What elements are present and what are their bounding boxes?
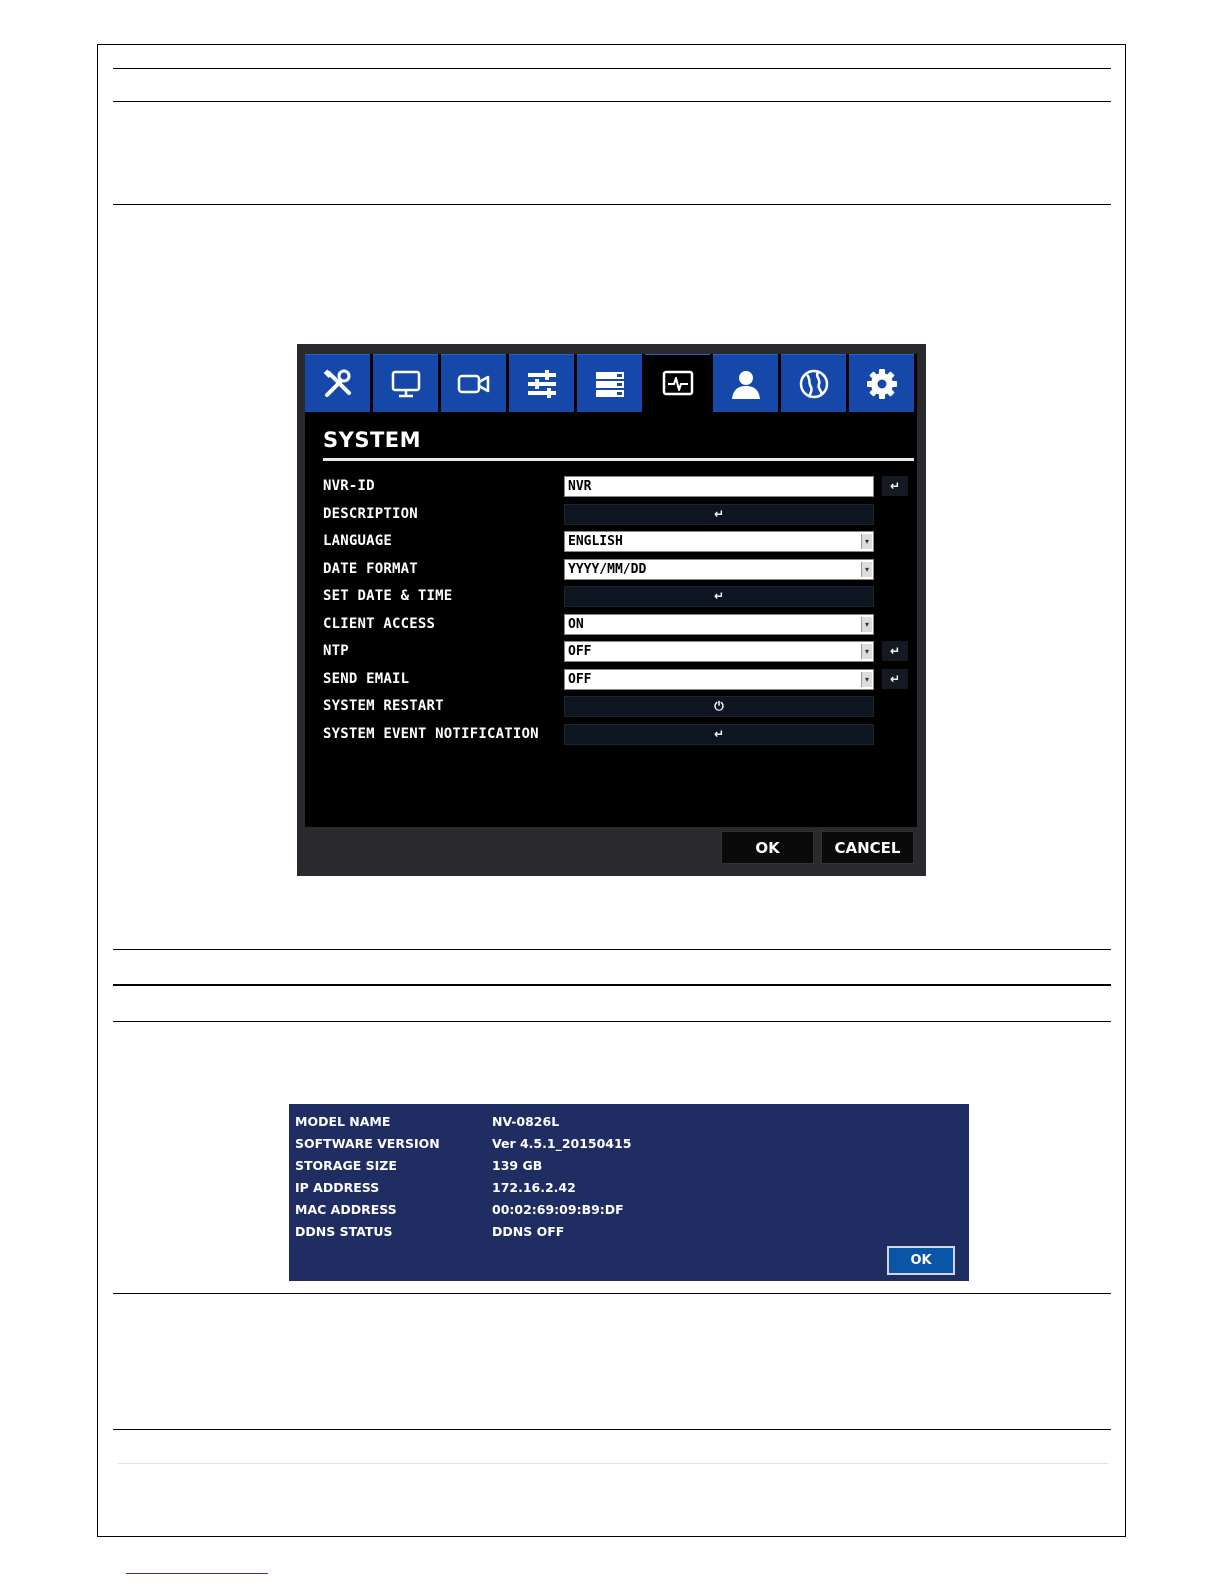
info-row-model-name [295,1114,955,1132]
ntp-enter-button[interactable] [882,641,908,661]
divider [113,984,1111,986]
info-value: NV-0826L [492,1114,560,1129]
setting-label: DATE FORMAT [323,561,418,577]
divider [113,204,1111,205]
divider [113,1293,1111,1294]
setting-row-system-restart [323,696,913,718]
dropdown-arrow-icon: ▾ [861,562,872,577]
info-label: IP ADDRESS [295,1180,380,1195]
info-row-storage-size [295,1158,955,1176]
tab-settings[interactable] [849,354,914,412]
enter-icon: ↵ [889,479,901,493]
setting-row-client-access [323,614,913,636]
ok-button[interactable]: OK [721,831,814,864]
info-row-software-version [295,1136,955,1154]
info-label: MAC ADDRESS [295,1202,397,1217]
setting-row-date-format [323,559,913,581]
dropdown-arrow-icon: ▾ [861,644,872,659]
dropdown-arrow-icon: ▾ [861,534,872,549]
setting-label: DESCRIPTION [323,506,418,522]
dropdown-arrow-icon: ▾ [861,617,872,632]
setting-label: SYSTEM RESTART [323,698,444,714]
tab-record-settings[interactable] [509,354,574,412]
language-value: ENGLISH [568,534,623,549]
ntp-select[interactable] [564,641,874,662]
tab-tools[interactable] [305,354,370,412]
enter-icon: ↵ [713,727,725,741]
setting-label: SYSTEM EVENT NOTIFICATION [323,726,539,742]
setting-row-system-event-notification [323,724,913,746]
setting-label: SET DATE & TIME [323,588,453,604]
send-email-select[interactable] [564,669,874,690]
title-underline [323,458,914,461]
setting-label: SEND EMAIL [323,671,410,687]
power-icon: ⏻ [714,699,724,713]
set-date-time-button[interactable] [564,586,874,607]
system-restart-button[interactable] [564,696,874,717]
info-row-ddns-status [295,1224,955,1242]
nvr-id-enter-button[interactable] [882,476,908,496]
info-label: SOFTWARE VERSION [295,1136,440,1151]
setting-label: CLIENT ACCESS [323,616,436,632]
language-select[interactable] [564,531,874,552]
info-row-ip-address [295,1180,955,1198]
sliders-icon [525,367,559,401]
setting-row-set-date-time [323,586,913,608]
dropdown-arrow-icon: ▾ [861,672,872,687]
divider [118,1463,1108,1464]
info-value: DDNS OFF [492,1224,565,1239]
monitor-icon [389,367,423,401]
send-email-enter-button[interactable] [882,669,908,689]
date-format-value: YYYY/MM/DD [568,562,647,577]
nvr-id-input[interactable] [564,476,874,497]
system-info-dialog [289,1104,969,1281]
system-event-notification-button[interactable] [564,724,874,745]
network-globe-icon [797,367,831,401]
info-ok-button[interactable]: OK [887,1246,955,1275]
storage-icon [593,367,627,401]
user-icon [729,367,763,401]
tab-camera[interactable] [441,354,506,412]
camera-icon [457,367,491,401]
divider [113,101,1111,102]
footer-link-underline[interactable] [126,1573,268,1574]
info-value: 00:02:69:09:B9:DF [492,1202,624,1217]
setting-label: LANGUAGE [323,533,393,549]
setting-label: NTP [323,643,349,659]
ntp-value: OFF [568,644,592,659]
setting-row-description [323,504,913,526]
info-value: Ver 4.5.1_20150415 [492,1136,632,1151]
nvr-system-screen [297,344,926,876]
setting-row-language [323,531,913,553]
divider [113,1021,1111,1022]
info-label: MODEL NAME [295,1114,391,1129]
info-value: 172.16.2.42 [492,1180,576,1195]
tools-icon [321,367,355,401]
client-access-select[interactable] [564,614,874,635]
date-format-select[interactable] [564,559,874,580]
enter-icon: ↵ [889,644,901,658]
info-label: DDNS STATUS [295,1224,393,1239]
info-row-mac-address [295,1202,955,1220]
setting-label: NVR-ID [323,478,375,494]
setting-row-send-email [323,669,913,691]
description-button[interactable] [564,504,874,525]
tab-storage[interactable] [577,354,642,412]
tab-display[interactable] [373,354,438,412]
tab-system[interactable] [645,354,710,412]
system-panel [305,354,917,827]
divider [113,1429,1111,1430]
nvr-id-value: NVR [568,479,592,494]
setting-row-nvr-id [323,476,913,498]
divider [113,68,1111,69]
info-value: 139 GB [492,1158,543,1173]
send-email-value: OFF [568,672,592,687]
client-access-value: ON [568,617,584,632]
page-title: SYSTEM [323,428,422,452]
system-monitor-icon [661,367,695,401]
enter-icon: ↵ [713,507,725,521]
info-label: STORAGE SIZE [295,1158,397,1173]
cancel-button[interactable]: CANCEL [821,831,914,864]
gear-icon [865,367,899,401]
menu-tab-bar [305,354,917,412]
enter-icon: ↵ [713,589,725,603]
tab-network[interactable] [781,354,846,412]
enter-icon: ↵ [889,672,901,686]
tab-user[interactable] [713,354,778,412]
divider [113,949,1111,950]
setting-row-ntp [323,641,913,663]
